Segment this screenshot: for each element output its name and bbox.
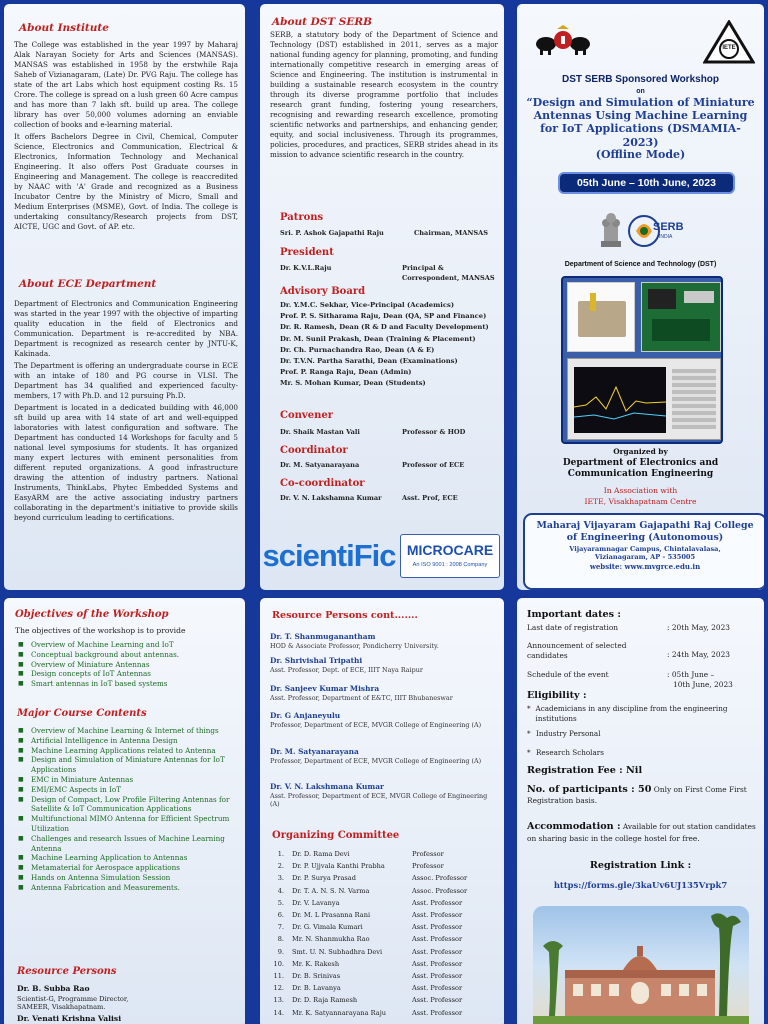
resource-person-aff: Asst. Professor, Dept. of ECE, IIIT Naya Raipur	[270, 666, 423, 674]
coordinator-role: Professor of ECE	[402, 461, 465, 469]
resource-person-aff: Asst. Professor, Department of ECE, MVGR College of Engineering (A)	[270, 792, 488, 809]
college-address-box	[523, 513, 764, 590]
convener-role: Professor & HOD	[402, 428, 466, 436]
date-row	[527, 641, 759, 661]
about-dst-text: SERB, a statutory body of the Department of Science and Technology (DST) established in 2011, serves as a major national funding agency for planning, promoting, and funding internationally competitive research in emerging areas of Science and Engineering. The institution is instrumental in building a sustainable research ecosystem in the country through its diverse programme portfolio that includes research grant funding, fostering young researchers, recognising and rewarding research excellence, promoting scientific networks and partnerships, and enhancing gender, equity, and social inclusiveness. Through its programmes, policies, procedures, and practices, SERB strides ahead in its mission to advance scientific research in the country.	[270, 30, 498, 159]
committee-row	[272, 970, 500, 982]
resource-person	[270, 782, 498, 816]
objectives-intro: The objectives of the workshop is to provide	[15, 626, 186, 635]
resource-person-aff: Asst. Professor, Department of E&TC, IIIT Bhubaneswar	[270, 694, 453, 702]
committee-name: Dr. B. Lavanya	[292, 984, 341, 993]
committee-name: Dr. T. A. N. S. N. Varma	[292, 886, 370, 895]
panel-about	[4, 4, 245, 590]
date-value: 10th June, 2023	[673, 680, 733, 689]
resource-person	[270, 656, 498, 684]
registration-fee: Registration Fee : Nil	[527, 765, 643, 776]
resource-person-name: Dr. G Anjaneyulu	[270, 711, 341, 720]
eligibility-list	[527, 704, 759, 758]
about-ece-text-3: Department is located in a dedicated building with 46,000 sft build up area with 14 state of art and well-equipped laboratories with latest configuration and software. The Department has conducted 14 Workshops for faculty and 5 national level symposiums for students. It has organized many expert lectures with eminent personalities from different reputed organizations. A good infrastructure drawing the attention of industry partners. National Instruments, ThinkLabs, Phytec Embedded Systems and EasyARM are the active associating industry partners collaborating in the department's initiative to provide skills beyond curriculum leading to certifications.	[14, 403, 238, 522]
date-banner: 05th June – 10th June, 2023	[558, 172, 735, 194]
registration-link-heading: Registration Link :	[589, 860, 692, 871]
resource-person-name: Dr. Shrivishal Tripathi	[270, 656, 363, 665]
antenna-kit-image	[567, 282, 635, 352]
course-item: ■ Multifunctional MIMO Antenna for Efficient Spectrum Utilization	[15, 814, 239, 834]
cocoordinator-role: Asst. Prof, ECE	[402, 494, 458, 502]
about-institute-heading: About Institute	[19, 22, 109, 34]
objective-item: ■ Overview of Machine Learning and IoT	[15, 640, 239, 650]
committee-name: Dr. D. Raja Ramesh	[292, 996, 358, 1005]
date-label: Announcement of selected candidates	[527, 641, 627, 660]
course-item: ■ Metamaterial for Aerospace applications	[15, 863, 239, 873]
objectives-heading: Objectives of the Workshop	[15, 609, 169, 620]
resource-person-name: Dr. V. N. Lakshmana Kumar	[270, 782, 384, 791]
coordinator-name: Dr. M. Satyanarayana	[280, 461, 360, 469]
resource-person	[270, 747, 498, 782]
course-item: ■ Overview of Machine Learning & Internet of things	[15, 726, 239, 736]
objective-item: ■ Smart antennas in IoT based systems	[15, 679, 239, 689]
patron-row	[280, 228, 500, 238]
convener-row	[280, 427, 500, 437]
resource-person-aff: Professor, Department of ECE, MVGR College of Engineering (A)	[270, 721, 482, 729]
committee-row	[272, 897, 500, 909]
president-heading: President	[280, 247, 334, 258]
committee-role: Asst. Professor	[412, 898, 463, 907]
course-item: ■ Machine Learning Applications related to Antenna	[15, 746, 239, 756]
convener-heading: Convener	[280, 410, 333, 421]
panel-cover	[517, 4, 764, 590]
advisory-member: Dr. Ch. Purnachandra Rao, Dean (A & E)	[280, 345, 435, 354]
committee-role: Asst. Professor	[412, 959, 463, 968]
patron-name: Sri. P. Ashok Gajapathi Raju	[280, 229, 384, 237]
panel-objectives	[4, 598, 245, 1024]
advisory-member: Dr. R. Ramesh, Dean (R & D and Faculty Development)	[280, 323, 489, 332]
advisory-member: Mr. S. Mohan Kumar, Dean (Students)	[280, 379, 426, 388]
eligibility-item: * Industry Personal	[527, 729, 601, 738]
patron-role: Chairman, MANSAS	[414, 229, 489, 237]
eligibility-heading: Eligibility :	[527, 690, 587, 701]
participants-text: Only on First Come First Registration basis.	[527, 785, 747, 805]
workshop-mode: (Offline Mode)	[595, 148, 686, 161]
committee-name: Mr. N. Shanmukha Rao	[292, 935, 370, 944]
date-value: : 05th June –	[667, 670, 715, 679]
president-row	[280, 263, 502, 283]
committee-role: Asst. Professor	[412, 935, 463, 944]
resource-person	[270, 684, 498, 711]
committee-row	[272, 909, 500, 921]
resource-persons-list	[270, 632, 498, 816]
committee-no: 13.	[273, 996, 284, 1005]
committee-role: Asst. Professor	[412, 947, 463, 956]
panel-resource-committee	[260, 598, 504, 1024]
advisory-member: Dr. T.V.N. Partha Sarathi, Dean (Examinations)	[280, 357, 458, 366]
iete-logo-icon	[703, 20, 755, 64]
serb-logo-sub: INDIA	[659, 234, 673, 240]
date-value: : 20th May, 2023	[667, 623, 730, 632]
committee-role: Asst. Professor	[412, 911, 463, 920]
course-contents-heading: Major Course Contents	[17, 708, 147, 719]
analyzer-image	[567, 358, 721, 440]
association-org: IETE, Visakhapatnam Centre	[584, 497, 697, 506]
resource-cont-heading: Resource Persons cont.......	[272, 610, 418, 621]
date-row	[527, 623, 759, 633]
course-item: ■ Hands on Antenna Simulation Session	[15, 873, 239, 883]
committee-no: 2.	[277, 862, 284, 871]
resource-person-aff: Scientist-G, Programme Director, SAMEER, Visakhapatnam.	[17, 995, 129, 1012]
committee-no: 11.	[273, 972, 284, 981]
committee-no: 6.	[277, 911, 284, 920]
committee-no: 7.	[277, 923, 284, 932]
committee-no: 9.	[277, 947, 284, 956]
organizer-name: Department of Electronics and Communication Engineering	[562, 458, 719, 479]
about-ece-text: Department of Electronics and Communication Engineering was started in the year 1997 with the objective of imparting quality education in the field of Electronics and Communication. Department is re-accredited by NBA. Department is recognized as research center by JNTU-K, Kakinada.	[14, 299, 238, 358]
date-label: Schedule of the event	[527, 670, 609, 679]
participants-label: No. of participants : 50	[527, 784, 652, 795]
organizing-committee-heading: Organizing Committee	[272, 830, 400, 841]
objective-item: ■ Overview of Miniature Antennas	[15, 660, 239, 670]
objectives-list	[15, 640, 239, 689]
about-institute-text: The College was established in the year 1997 by Maharaj Alak Narayan Society for Arts and Sciences (MANSAS). MANSAS was established in 1958 by the erstwhile Raja Saheb of Vizianagaram, (Late) Dr. PVG Raju. The college has state of the art Labs which host equipment costing Rs. 15 Crore. The college is spread on a lush green 60 Acre campus and has more than 7 lakh sft. build up area. The college library has over 50,000 volumes adorning an enviable collection of books and e-learning material.	[14, 40, 238, 129]
course-item: ■ Antenna Fabrication and Measurements.	[15, 883, 239, 893]
date-row	[527, 670, 759, 690]
resource-persons-heading: Resource Persons	[17, 966, 117, 977]
cocoordinator-name: Dr. V. N. Lakshamna Kumar	[280, 494, 382, 502]
objective-item: ■ Design concepts of IoT Antennas	[15, 669, 239, 679]
committee-role: Asst. Professor	[412, 984, 463, 993]
eligibility-item: * Academicians in any discipline from the engineering institutions	[527, 704, 728, 723]
course-item: ■ Design of Compact, Low Profile Filtering Antennas for Satellite & IoT Communication Applications	[15, 795, 239, 815]
campus-photo	[533, 906, 749, 1024]
committee-no: 3.	[277, 874, 284, 883]
date-value: : 24th May, 2023	[667, 650, 730, 659]
about-ece-heading: About ECE Department	[19, 278, 157, 290]
committee-name: Dr. P. Ujjvala Kanthi Prabha	[292, 862, 385, 871]
committee-role: Asst. Professor	[412, 923, 463, 932]
course-item: ■ EMI/EMC Aspects in IoT	[15, 785, 239, 795]
committee-no: 12.	[273, 984, 284, 993]
on-text: on	[636, 88, 645, 95]
committee-name: Dr. P. Surya Prasad	[292, 874, 356, 883]
microcare-logo: MICROCARE An ISO 9001 : 2008 Company	[400, 534, 500, 578]
course-item: ■ Challenges and research Issues of Machine Learning Antenna	[15, 834, 239, 854]
committee-list	[272, 848, 500, 1019]
committee-row	[272, 946, 500, 958]
committee-name: Mr. K. Satyannarayana Raju	[292, 1008, 387, 1017]
date-label: Last date of registration	[527, 623, 619, 632]
panel-dst-committee	[260, 4, 504, 590]
committee-no: 4.	[277, 886, 284, 895]
course-item: ■ Artificial Intelligence in Antenna Design	[15, 736, 239, 746]
committee-row	[272, 872, 500, 884]
advisory-member: Dr. Y.M.C. Sekhar, Vice-Principal (Academics)	[280, 301, 455, 309]
college-name: Maharaj Vijayaram Gajapathi Raj College of Engineering (Autonomous)	[536, 520, 754, 543]
president-name: Dr. K.V.L.Raju	[280, 264, 332, 272]
committee-role: Assoc. Professor	[412, 886, 468, 895]
resource-person	[270, 632, 498, 656]
resource-person-aff: HOD & Associate Professor, Pondicherry University.	[270, 642, 439, 650]
committee-no: 14.	[273, 1008, 284, 1017]
mansas-emblem-icon	[533, 24, 593, 56]
workshop-type: DST SERB Sponsored Workshop	[561, 74, 720, 85]
committee-name: Smt. U. N. Subhadhra Devi	[292, 947, 383, 956]
campus-building-image	[533, 906, 749, 1024]
committee-no: 8.	[277, 935, 284, 944]
committee-name: Dr. B. Srinivas	[292, 972, 341, 981]
committee-row	[272, 933, 500, 945]
about-ece-text-2: The Department is offering an undergraduate course in ECE with an intake of 180 and PG course in VLSI. The Department has 34 qualified and experienced faculty-members, 17 with Ph.D. and 12 pursuing Ph.D.	[14, 361, 238, 400]
organized-by: Organized by	[613, 447, 668, 456]
resource-person-name: Dr. B. Subba Rao	[17, 984, 90, 993]
committee-role: Asst. Professor	[412, 996, 463, 1005]
scientific-logo: scientiFic	[262, 538, 396, 573]
committee-no: 1.	[277, 850, 284, 858]
coordinator-heading: Coordinator	[280, 445, 348, 456]
coordinator-row	[280, 460, 500, 470]
panel-registration	[517, 598, 764, 1024]
committee-role: Asst. Professor	[412, 1008, 463, 1017]
committee-row	[272, 1007, 500, 1019]
association-label: In Association with	[603, 486, 678, 495]
committee-role: Professor	[412, 862, 444, 871]
committee-name: Dr. V. Lavanya	[292, 898, 340, 907]
course-item: ■ Design and Simulation of Miniature Antennas for IoT Applications	[15, 755, 239, 775]
eligibility-item: * Research Scholars	[527, 748, 604, 757]
committee-name: Dr. M. L Prasanna Rani	[292, 911, 371, 920]
registration-link[interactable]: https://forms.gle/3kaUv6UJ135Vrpk7	[553, 880, 728, 890]
cocoordinator-heading: Co-coordinator	[280, 478, 365, 489]
committee-name: Mr. K. Rakesh	[292, 959, 340, 968]
dst-caption: Department of Science and Technology (DST)	[564, 261, 717, 268]
workshop-title: “Design and Simulation of Miniature Antennas Using Machine Learning for IoT Applications (DSMAMIA-2023)	[526, 96, 755, 149]
resource-person-name: Dr. Venati Krishna Valisi	[17, 1014, 122, 1023]
circuit-board-image	[641, 282, 721, 352]
advisory-member: Prof. P. S. Sitharama Raju, Dean (QA, SP and Finance)	[280, 312, 487, 321]
objective-item: ■ Conceptual background about antennas.	[15, 650, 239, 660]
committee-role: Professor	[412, 850, 444, 858]
advisory-member: Dr. M. Sunil Prakash, Dean (Training & Placement)	[280, 334, 476, 343]
committee-no: 5.	[277, 898, 284, 907]
serb-logo-text: SERB	[653, 221, 684, 233]
committee-role: Asst. Professor	[412, 972, 463, 981]
participants-info	[527, 784, 759, 806]
resource-person-aff: Professor, Department of ECE, MVGR College of Engineering (A)	[270, 757, 482, 765]
resource-person-name: Dr. M. Satyanarayana	[270, 747, 359, 756]
college-address: Vijayaramnagar Campus, Chintalavalasa, Vizianagaram, AP - 535005	[569, 545, 721, 561]
committee-name: Dr. D. Rama Devi	[292, 850, 350, 858]
committee-row	[272, 860, 500, 872]
committee-row	[272, 848, 500, 860]
important-dates-heading: Important dates :	[527, 609, 621, 620]
cocoordinator-row	[280, 493, 500, 503]
iete-logo-text: IETE	[722, 45, 736, 51]
advisory-member: Prof. P. Ranga Raju, Dean (Admin)	[280, 368, 412, 377]
convener-name: Dr. Shaik Mastan Vali	[280, 428, 360, 436]
national-emblem-icon	[597, 207, 625, 251]
patrons-heading: Patrons	[280, 212, 324, 223]
committee-role: Assoc. Professor	[412, 874, 468, 883]
accommodation-info	[527, 821, 759, 845]
committee-name: Dr. G. Vimala Kumari	[292, 923, 363, 932]
course-item: ■ Machine Learning Application to Antennas	[15, 853, 239, 863]
resource-person	[270, 711, 498, 747]
committee-row	[272, 885, 500, 897]
course-item: ■ EMC in Miniature Antennas	[15, 775, 239, 785]
resource-person-name: Dr. Sanjeev Kumar Mishra	[270, 684, 380, 693]
committee-row	[272, 994, 500, 1006]
committee-row	[272, 982, 500, 994]
president-role: Principal & Correspondent, MANSAS	[402, 264, 495, 282]
advisory-heading: Advisory Board	[280, 286, 366, 297]
college-website: website: www.mvgrce.edu.in	[589, 562, 701, 571]
about-dst-heading: About DST SERB	[272, 16, 372, 28]
about-institute-text-2: It offers Bachelors Degree in Civil, Chemical, Computer Science, Electronics and Communication, Electrical & Electronics, Information Technology and Mechanical Engineering. It also offers Post Graduate courses in Engineering and Management. The college is reaccredited by NAAC with 'A' Grade and recognized as a Business Incubator Centre by the Ministry of Micro, Small and Medium Enterprises (MSME), Govt. of India. The college is undertaking consultancy/Research projects from DST, AICTE, UGC and Govt. of AP. etc.	[14, 132, 238, 231]
course-contents-list	[15, 726, 239, 893]
advisory-list	[280, 300, 502, 390]
committee-no: 10.	[273, 959, 284, 968]
accommodation-text: Available for out station candidates on sharing basic in the college hostel for free.	[527, 822, 756, 843]
accommodation-label: Accommodation :	[527, 821, 621, 832]
committee-row	[272, 958, 500, 970]
lab-equipment-photo	[561, 276, 723, 444]
resource-person-name: Dr. T. Shanmuganantham	[270, 632, 376, 641]
committee-row	[272, 921, 500, 933]
